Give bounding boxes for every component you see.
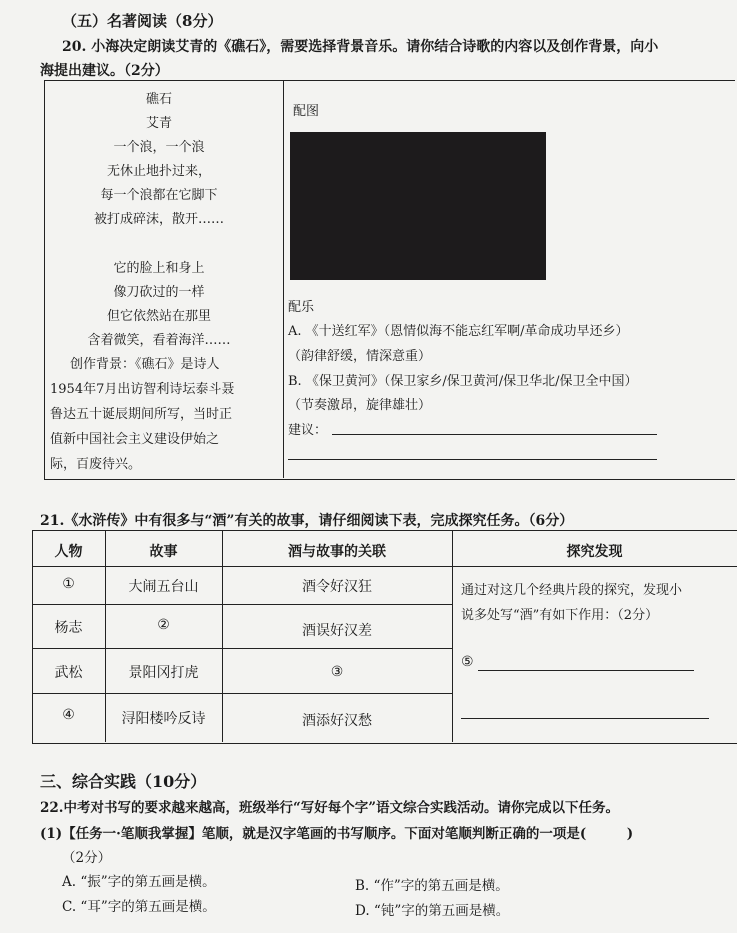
sea-image [290, 132, 546, 280]
background-text: 创作背景：《礁石》是诗人 [70, 357, 220, 372]
table-cell: 酒添好汉愁 [302, 713, 372, 729]
section-heading: 三、综合实践（10分） [40, 772, 207, 791]
answer-line[interactable] [332, 434, 657, 435]
table-header: 酒与故事的关联 [288, 544, 386, 560]
choice-a[interactable]: A. “振”字的第五画是横。 [62, 874, 216, 890]
table-col-line [452, 530, 453, 742]
table-cell: ④ [62, 707, 75, 723]
background-text: 值新中国社会主义建设伊始之 [50, 432, 220, 447]
table-row-line [32, 566, 737, 567]
poem-line: 无休止地扑过来， [106, 164, 211, 179]
suggestion-label: 建议： [288, 423, 328, 438]
music-label: 配乐 [288, 300, 315, 315]
table-cell: ① [62, 576, 75, 592]
table-cell: ③ [330, 664, 344, 680]
question-21-text: 21.《水浒传》中有很多与“酒”有关的故事，请仔细阅读下表，完成探究任务。（6分） [40, 513, 574, 529]
poem-author: 艾青 [145, 116, 172, 131]
music-option-b: B. 《保卫黄河》（保卫家乡/保卫黄河/保卫华北/保卫全中国） [288, 374, 638, 389]
blank-marker: ⑤ [461, 654, 474, 670]
poem-line: 它的脸上和身上 [113, 261, 205, 276]
background-text: 1954年7月出访智利诗坛泰斗聂 [50, 382, 235, 397]
table-header: 故事 [149, 544, 178, 560]
choice-c[interactable]: C. “耳”字的第五画是横。 [62, 899, 216, 915]
box-divider [283, 80, 284, 478]
poem-line: 含着微笑，看着海洋…… [87, 333, 231, 348]
answer-line[interactable] [478, 670, 694, 671]
background-text: 际，百废待兴。 [50, 457, 142, 472]
answer-line[interactable] [461, 718, 709, 719]
task-1-text: (1)【任务一·笔顺我掌握】笔顺，就是汉字笔画的书写顺序。下面对笔顺判断正确的一项是( ) [40, 826, 634, 842]
table-cell: 大闹五台山 [128, 579, 199, 595]
question-20-text: 20. 小海决定朗读艾青的《礁石》，需要选择背景音乐。请你结合诗歌的内容以及创作背景，向小 [62, 39, 659, 55]
poem-line: 但它依然站在那里 [106, 309, 211, 324]
image-label: 配图 [293, 104, 320, 119]
table-row-line [32, 604, 452, 605]
question-22-text: 22.中考对书写的要求越来越高，班级举行“写好每个字”语文综合实践活动。请你完成以下任务。 [40, 800, 620, 816]
poem-line: 一个浪，一个浪 [113, 140, 205, 155]
poem-line: 每一个浪都在它脚下 [100, 188, 218, 203]
table-cell: 武松 [54, 665, 83, 681]
table-cell: 酒令好汉狂 [302, 579, 372, 595]
table-cell: 酒误好汉差 [302, 623, 372, 639]
background-text: 鲁达五十诞辰期间所写，当时正 [50, 407, 233, 422]
table-cell: 杨志 [54, 620, 83, 636]
choice-d[interactable]: D. “钝”字的第五画是横。 [355, 903, 510, 919]
finding-text: 说多处写“酒”有如下作用：（2分） [461, 608, 659, 623]
table-row-line [32, 693, 452, 694]
choice-b[interactable]: B. “作”字的第五画是横。 [355, 878, 509, 894]
table-row-line [32, 648, 452, 649]
table-header: 探究发现 [566, 544, 623, 560]
finding-text: 通过对这几个经典片段的探究，发现小 [461, 583, 683, 598]
answer-line[interactable] [288, 459, 657, 460]
table-cell: ② [157, 617, 170, 633]
table-cell: 景阳冈打虎 [128, 665, 199, 681]
music-option-a-note: （韵律舒缓，情深意重） [288, 349, 432, 364]
section-heading: （五）名著阅读（8分） [62, 12, 223, 30]
poem-line: 被打成碎沫，散开…… [93, 212, 224, 227]
table-cell: 浔阳楼吟反诗 [121, 711, 206, 727]
question-20-text-cont: 海提出建议。（2分） [40, 63, 169, 79]
poem-title: 礁石 [145, 92, 172, 107]
music-option-b-note: （节奏激昂，旋律雄壮） [288, 398, 432, 413]
poem-line: 像刀砍过的一样 [113, 285, 205, 300]
table-header: 人物 [54, 544, 83, 560]
task-1-points: （2分） [62, 850, 112, 866]
music-option-a: A. 《十送红军》（恩情似海不能忘红军啊/革命成功早还乡） [288, 324, 629, 339]
